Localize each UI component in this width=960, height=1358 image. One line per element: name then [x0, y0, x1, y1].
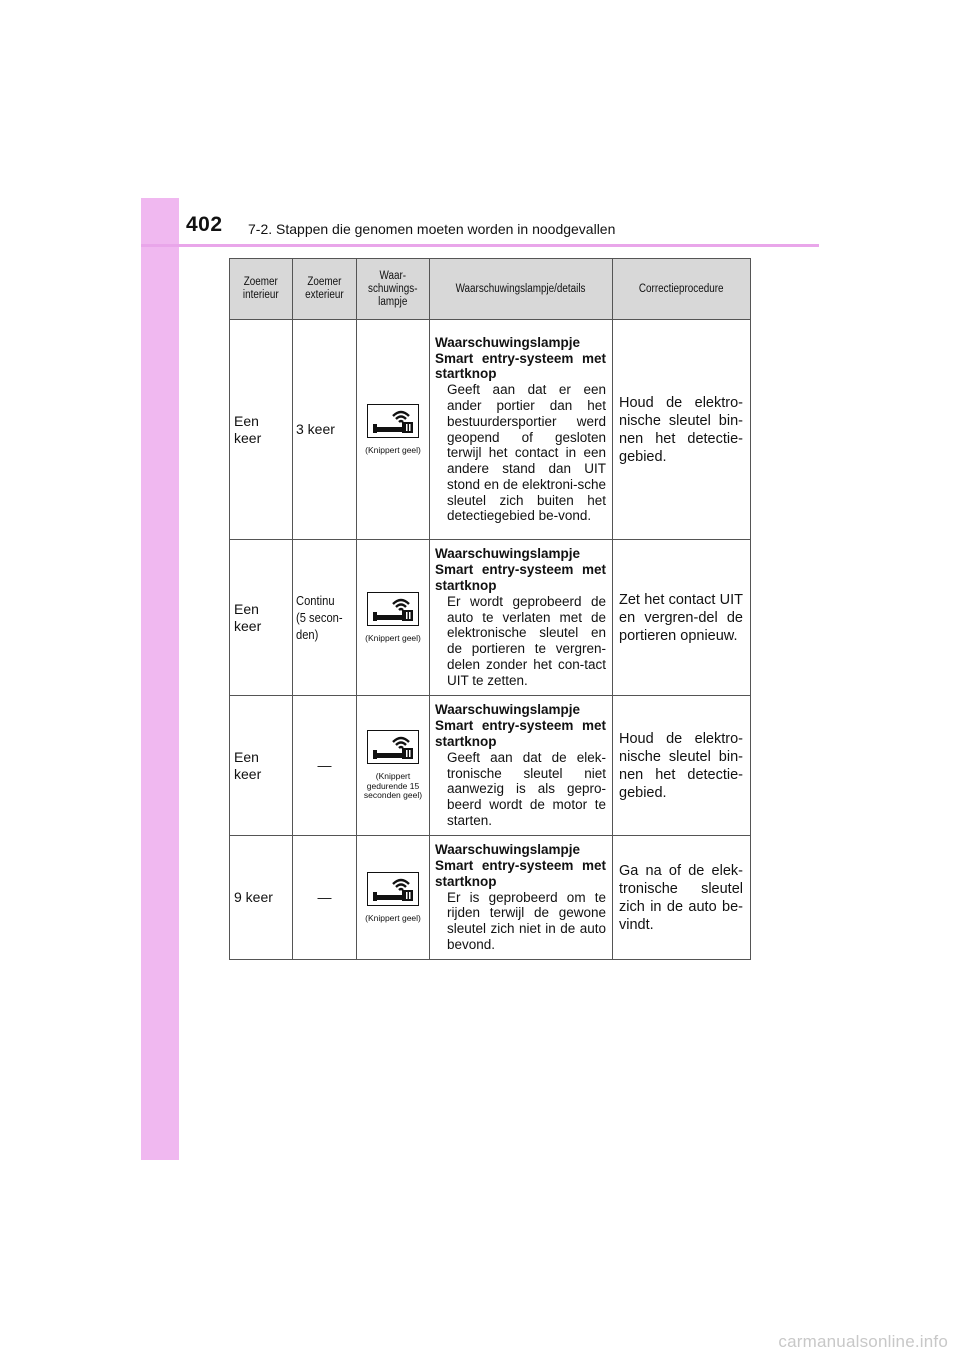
interior-buzzer-cell: Een keer — [230, 320, 293, 540]
header-zoemer-exterieur: Zoemer exterieur — [293, 259, 357, 320]
lamp-cell — [357, 540, 430, 696]
smart-key-warning-icon — [367, 730, 419, 764]
exterior-buzzer-cell — [293, 836, 357, 960]
correction-cell: Ga na of de elek-tronische sleutel zich in de auto be-vindt. — [613, 836, 751, 960]
table-row — [230, 540, 751, 696]
detail-title: Waarschuwingslampje Smart entry-systeem met startknop — [435, 546, 606, 593]
header-details: Waarschuwingslampje/details — [430, 259, 613, 320]
smart-key-warning-icon — [367, 592, 419, 626]
correction-cell: Houd de elektro-nische sleutel bin-nen het detectie-gebied. — [613, 320, 751, 540]
lamp-caption: (Knippert geel) — [365, 632, 421, 643]
detail-text: Er wordt geprobeerd de auto te verlaten met de elektronische sleutel en de portieren te vergren-delen zonder het con-tact UIT te zetten. — [447, 593, 606, 688]
interior-buzzer-cell: Een keer — [230, 696, 293, 836]
table-row — [230, 836, 751, 960]
header-zoemer-interieur: Zoemer interieur — [230, 259, 293, 320]
watermark: carmanualsonline.info — [778, 1332, 948, 1351]
lamp-cell — [357, 320, 430, 540]
detail-title: Waarschuwingslampje Smart entry-systeem met startknop — [435, 334, 606, 382]
exterior-buzzer-dash: — — [317, 889, 332, 905]
details-cell — [430, 696, 613, 836]
smart-key-warning-icon — [367, 404, 419, 438]
table-row — [230, 320, 751, 540]
exterior-buzzer-cell: 3 keer — [293, 320, 357, 540]
interior-buzzer-cell: 9 keer — [230, 836, 293, 960]
details-cell — [430, 540, 613, 696]
side-margin-band — [141, 198, 179, 1160]
detail-title: Waarschuwingslampje Smart entry-systeem met startknop — [435, 842, 606, 889]
warning-table — [229, 258, 751, 960]
section-title: 7-2. Stappen die genomen moeten worden in noodgevallen — [248, 221, 616, 237]
lamp-caption: (Knippert geel) — [365, 912, 421, 923]
smart-key-warning-icon — [367, 872, 419, 906]
exterior-buzzer-cell — [293, 540, 357, 696]
detail-text: Geeft aan dat er een ander portier dan het bestuurdersportier werd geopend of gesloten terwijl het contact in een andere stand dan UIT stond en de elektroni-sche sleutel zich buiten het detectiegebied be-vond. — [447, 382, 606, 524]
lamp-cell — [357, 696, 430, 836]
table-header-row — [230, 259, 751, 320]
detail-text: Geeft aan dat de elek-tronische sleutel niet aanwezig is als gepro-beerd wordt de motor te starten. — [447, 749, 606, 828]
correction-cell: Zet het contact UIT en vergren-del de portieren opnieuw. — [613, 540, 751, 696]
details-cell — [430, 320, 613, 540]
interior-buzzer-cell: Een keer — [230, 540, 293, 696]
correction-cell: Houd de elektro-nische sleutel bin-nen het detectie-gebied. — [613, 696, 751, 836]
page-number: 402 — [186, 213, 223, 236]
header-rule — [141, 244, 819, 247]
lamp-caption: (Knippert gedurende 15 seconden geel) — [363, 771, 423, 801]
header-waarschuwingslampje: Waar- schuwings- lampje — [357, 259, 430, 320]
detail-text: Er is geprobeerd om te rijden terwijl de gewone sleutel zich niet in de auto bevond. — [447, 889, 606, 952]
exterior-buzzer-cell — [293, 696, 357, 836]
table-row — [230, 696, 751, 836]
details-cell — [430, 836, 613, 960]
lamp-caption: (Knippert geel) — [365, 444, 421, 455]
detail-title: Waarschuwingslampje Smart entry-systeem met startknop — [435, 702, 606, 749]
exterior-buzzer-dash: — — [317, 757, 332, 773]
header-correctieprocedure: Correctieprocedure — [613, 259, 751, 320]
lamp-cell — [357, 836, 430, 960]
exterior-buzzer-text: Continu (5 secon-den) — [296, 593, 343, 642]
